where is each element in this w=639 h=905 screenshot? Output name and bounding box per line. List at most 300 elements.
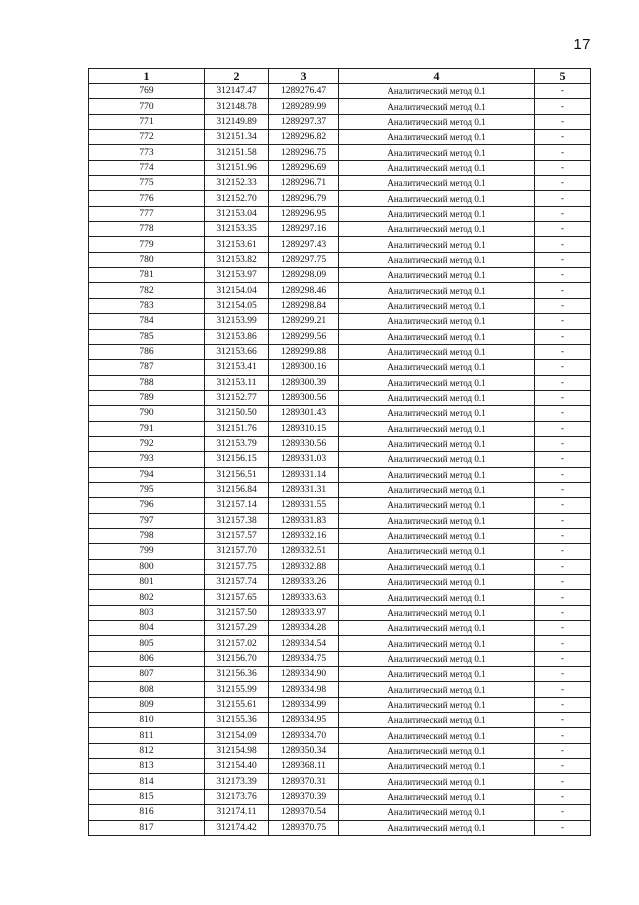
- point-number-cell: 801: [89, 575, 205, 590]
- method-cell: Аналитический метод 0.1: [339, 84, 535, 99]
- note-cell: -: [535, 636, 591, 651]
- x-coordinate-cell: 312154.05: [205, 298, 269, 313]
- method-cell: Аналитический метод 0.1: [339, 114, 535, 129]
- table-header-row: [89, 69, 591, 84]
- note-cell: -: [535, 283, 591, 298]
- x-coordinate-cell: 312152.70: [205, 191, 269, 206]
- note-cell: -: [535, 667, 591, 682]
- method-cell: Аналитический метод 0.1: [339, 682, 535, 697]
- y-coordinate-cell: 1289296.79: [269, 191, 339, 206]
- x-coordinate-cell: 312174.11: [205, 805, 269, 820]
- note-cell: -: [535, 482, 591, 497]
- y-coordinate-cell: 1289334.95: [269, 713, 339, 728]
- note-cell: -: [535, 252, 591, 267]
- y-coordinate-cell: 1289299.88: [269, 344, 339, 359]
- method-cell: Аналитический метод 0.1: [339, 360, 535, 375]
- y-coordinate-cell: 1289296.69: [269, 160, 339, 175]
- point-number-cell: 804: [89, 621, 205, 636]
- table-row: [89, 498, 591, 513]
- note-cell: -: [535, 789, 591, 804]
- note-cell: -: [535, 130, 591, 145]
- point-number-cell: 787: [89, 360, 205, 375]
- method-cell: Аналитический метод 0.1: [339, 528, 535, 543]
- table-row: [89, 728, 591, 743]
- note-cell: -: [535, 390, 591, 405]
- point-number-cell: 795: [89, 482, 205, 497]
- method-cell: Аналитический метод 0.1: [339, 667, 535, 682]
- point-number-cell: 774: [89, 160, 205, 175]
- note-cell: -: [535, 344, 591, 359]
- point-number-cell: 789: [89, 390, 205, 405]
- x-coordinate-cell: 312157.38: [205, 513, 269, 528]
- method-cell: Аналитический метод 0.1: [339, 636, 535, 651]
- method-cell: Аналитический метод 0.1: [339, 99, 535, 114]
- note-cell: -: [535, 605, 591, 620]
- method-cell: Аналитический метод 0.1: [339, 605, 535, 620]
- point-number-cell: 790: [89, 406, 205, 421]
- point-number-cell: 798: [89, 528, 205, 543]
- y-coordinate-cell: 1289296.95: [269, 206, 339, 221]
- table-row: [89, 820, 591, 835]
- x-coordinate-cell: 312153.04: [205, 206, 269, 221]
- x-coordinate-cell: 312151.96: [205, 160, 269, 175]
- x-coordinate-cell: 312149.89: [205, 114, 269, 129]
- method-cell: Аналитический метод 0.1: [339, 513, 535, 528]
- note-cell: -: [535, 176, 591, 191]
- x-coordinate-cell: 312153.61: [205, 237, 269, 252]
- note-cell: -: [535, 436, 591, 451]
- x-coordinate-cell: 312157.65: [205, 590, 269, 605]
- x-coordinate-cell: 312152.77: [205, 390, 269, 405]
- y-coordinate-cell: 1289334.90: [269, 667, 339, 682]
- y-coordinate-cell: 1289370.75: [269, 820, 339, 835]
- x-coordinate-cell: 312153.41: [205, 360, 269, 375]
- method-cell: Аналитический метод 0.1: [339, 145, 535, 160]
- point-number-cell: 810: [89, 713, 205, 728]
- y-coordinate-cell: 1289332.51: [269, 544, 339, 559]
- column-header: 1: [89, 69, 205, 84]
- point-number-cell: 777: [89, 206, 205, 221]
- y-coordinate-cell: 1289296.75: [269, 145, 339, 160]
- table-row: [89, 805, 591, 820]
- x-coordinate-cell: 312156.51: [205, 467, 269, 482]
- y-coordinate-cell: 1289300.16: [269, 360, 339, 375]
- x-coordinate-cell: 312157.50: [205, 605, 269, 620]
- table-row: [89, 682, 591, 697]
- y-coordinate-cell: 1289334.98: [269, 682, 339, 697]
- x-coordinate-cell: 312154.09: [205, 728, 269, 743]
- method-cell: Аналитический метод 0.1: [339, 774, 535, 789]
- point-number-cell: 803: [89, 605, 205, 620]
- table-row: [89, 452, 591, 467]
- y-coordinate-cell: 1289334.54: [269, 636, 339, 651]
- method-cell: Аналитический метод 0.1: [339, 298, 535, 313]
- table-row: [89, 467, 591, 482]
- y-coordinate-cell: 1289334.70: [269, 728, 339, 743]
- note-cell: -: [535, 713, 591, 728]
- note-cell: -: [535, 559, 591, 574]
- y-coordinate-cell: 1289297.16: [269, 222, 339, 237]
- table-row: [89, 636, 591, 651]
- note-cell: -: [535, 406, 591, 421]
- y-coordinate-cell: 1289296.71: [269, 176, 339, 191]
- point-number-cell: 802: [89, 590, 205, 605]
- note-cell: -: [535, 759, 591, 774]
- table-row: [89, 314, 591, 329]
- x-coordinate-cell: 312157.74: [205, 575, 269, 590]
- note-cell: -: [535, 268, 591, 283]
- point-number-cell: 792: [89, 436, 205, 451]
- point-number-cell: 775: [89, 176, 205, 191]
- method-cell: Аналитический метод 0.1: [339, 329, 535, 344]
- x-coordinate-cell: 312173.76: [205, 789, 269, 804]
- coordinates-table: [88, 68, 591, 836]
- table-row: [89, 667, 591, 682]
- x-coordinate-cell: 312153.66: [205, 344, 269, 359]
- note-cell: -: [535, 99, 591, 114]
- method-cell: Аналитический метод 0.1: [339, 820, 535, 835]
- table-row: [89, 528, 591, 543]
- x-coordinate-cell: 312153.82: [205, 252, 269, 267]
- table-row: [89, 268, 591, 283]
- method-cell: Аналитический метод 0.1: [339, 406, 535, 421]
- method-cell: Аналитический метод 0.1: [339, 590, 535, 605]
- point-number-cell: 776: [89, 191, 205, 206]
- table-row: [89, 191, 591, 206]
- x-coordinate-cell: 312154.40: [205, 759, 269, 774]
- x-coordinate-cell: 312151.58: [205, 145, 269, 160]
- x-coordinate-cell: 312153.99: [205, 314, 269, 329]
- point-number-cell: 773: [89, 145, 205, 160]
- table-row: [89, 513, 591, 528]
- method-cell: Аналитический метод 0.1: [339, 421, 535, 436]
- method-cell: Аналитический метод 0.1: [339, 559, 535, 574]
- point-number-cell: 780: [89, 252, 205, 267]
- table-row: [89, 621, 591, 636]
- method-cell: Аналитический метод 0.1: [339, 344, 535, 359]
- table-row: [89, 114, 591, 129]
- table-row: [89, 605, 591, 620]
- point-number-cell: 805: [89, 636, 205, 651]
- y-coordinate-cell: 1289334.28: [269, 621, 339, 636]
- table-row: [89, 160, 591, 175]
- note-cell: -: [535, 452, 591, 467]
- method-cell: Аналитический метод 0.1: [339, 390, 535, 405]
- x-coordinate-cell: 312173.39: [205, 774, 269, 789]
- method-cell: Аналитический метод 0.1: [339, 237, 535, 252]
- column-header: 4: [339, 69, 535, 84]
- note-cell: -: [535, 820, 591, 835]
- column-header: 5: [535, 69, 591, 84]
- x-coordinate-cell: 312157.57: [205, 528, 269, 543]
- note-cell: -: [535, 743, 591, 758]
- point-number-cell: 811: [89, 728, 205, 743]
- table-row: [89, 329, 591, 344]
- note-cell: -: [535, 191, 591, 206]
- table-row: [89, 774, 591, 789]
- y-coordinate-cell: 1289332.88: [269, 559, 339, 574]
- y-coordinate-cell: 1289370.31: [269, 774, 339, 789]
- point-number-cell: 781: [89, 268, 205, 283]
- point-number-cell: 786: [89, 344, 205, 359]
- point-number-cell: 793: [89, 452, 205, 467]
- y-coordinate-cell: 1289297.43: [269, 237, 339, 252]
- y-coordinate-cell: 1289334.99: [269, 697, 339, 712]
- table-row: [89, 759, 591, 774]
- note-cell: -: [535, 805, 591, 820]
- table-row: [89, 559, 591, 574]
- y-coordinate-cell: 1289368.11: [269, 759, 339, 774]
- point-number-cell: 772: [89, 130, 205, 145]
- point-number-cell: 778: [89, 222, 205, 237]
- x-coordinate-cell: 312156.84: [205, 482, 269, 497]
- y-coordinate-cell: 1289331.31: [269, 482, 339, 497]
- note-cell: -: [535, 298, 591, 313]
- x-coordinate-cell: 312151.34: [205, 130, 269, 145]
- table-row: [89, 298, 591, 313]
- y-coordinate-cell: 1289370.39: [269, 789, 339, 804]
- method-cell: Аналитический метод 0.1: [339, 467, 535, 482]
- y-coordinate-cell: 1289300.39: [269, 375, 339, 390]
- y-coordinate-cell: 1289296.82: [269, 130, 339, 145]
- point-number-cell: 796: [89, 498, 205, 513]
- method-cell: Аналитический метод 0.1: [339, 268, 535, 283]
- y-coordinate-cell: 1289298.46: [269, 283, 339, 298]
- x-coordinate-cell: 312155.99: [205, 682, 269, 697]
- table-row: [89, 743, 591, 758]
- x-coordinate-cell: 312174.42: [205, 820, 269, 835]
- point-number-cell: 797: [89, 513, 205, 528]
- column-header: 3: [269, 69, 339, 84]
- point-number-cell: 770: [89, 99, 205, 114]
- table-row: [89, 789, 591, 804]
- x-coordinate-cell: 312157.14: [205, 498, 269, 513]
- y-coordinate-cell: 1289333.97: [269, 605, 339, 620]
- table-row: [89, 99, 591, 114]
- y-coordinate-cell: 1289300.56: [269, 390, 339, 405]
- method-cell: Аналитический метод 0.1: [339, 713, 535, 728]
- table-row: [89, 344, 591, 359]
- point-number-cell: 814: [89, 774, 205, 789]
- note-cell: -: [535, 590, 591, 605]
- point-number-cell: 807: [89, 667, 205, 682]
- method-cell: Аналитический метод 0.1: [339, 621, 535, 636]
- point-number-cell: 806: [89, 651, 205, 666]
- table-row: [89, 544, 591, 559]
- x-coordinate-cell: 312150.50: [205, 406, 269, 421]
- point-number-cell: 782: [89, 283, 205, 298]
- method-cell: Аналитический метод 0.1: [339, 651, 535, 666]
- method-cell: Аналитический метод 0.1: [339, 252, 535, 267]
- y-coordinate-cell: 1289301.43: [269, 406, 339, 421]
- x-coordinate-cell: 312156.15: [205, 452, 269, 467]
- note-cell: -: [535, 697, 591, 712]
- y-coordinate-cell: 1289299.56: [269, 329, 339, 344]
- y-coordinate-cell: 1289310.15: [269, 421, 339, 436]
- method-cell: Аналитический метод 0.1: [339, 498, 535, 513]
- table-row: [89, 176, 591, 191]
- x-coordinate-cell: 312157.70: [205, 544, 269, 559]
- x-coordinate-cell: 312147.47: [205, 84, 269, 99]
- method-cell: Аналитический метод 0.1: [339, 743, 535, 758]
- note-cell: -: [535, 467, 591, 482]
- x-coordinate-cell: 312155.61: [205, 697, 269, 712]
- note-cell: -: [535, 621, 591, 636]
- y-coordinate-cell: 1289298.84: [269, 298, 339, 313]
- table-row: [89, 252, 591, 267]
- method-cell: Аналитический метод 0.1: [339, 544, 535, 559]
- table-row: [89, 421, 591, 436]
- x-coordinate-cell: 312151.76: [205, 421, 269, 436]
- x-coordinate-cell: 312153.35: [205, 222, 269, 237]
- x-coordinate-cell: 312156.36: [205, 667, 269, 682]
- point-number-cell: 816: [89, 805, 205, 820]
- table-row: [89, 130, 591, 145]
- x-coordinate-cell: 312148.78: [205, 99, 269, 114]
- x-coordinate-cell: 312157.29: [205, 621, 269, 636]
- table-row: [89, 436, 591, 451]
- note-cell: -: [535, 421, 591, 436]
- x-coordinate-cell: 312152.33: [205, 176, 269, 191]
- method-cell: Аналитический метод 0.1: [339, 759, 535, 774]
- y-coordinate-cell: 1289334.75: [269, 651, 339, 666]
- x-coordinate-cell: 312154.04: [205, 283, 269, 298]
- point-number-cell: 800: [89, 559, 205, 574]
- y-coordinate-cell: 1289333.63: [269, 590, 339, 605]
- table-body: [89, 84, 591, 836]
- y-coordinate-cell: 1289350.34: [269, 743, 339, 758]
- method-cell: Аналитический метод 0.1: [339, 375, 535, 390]
- note-cell: -: [535, 329, 591, 344]
- note-cell: -: [535, 237, 591, 252]
- method-cell: Аналитический метод 0.1: [339, 222, 535, 237]
- method-cell: Аналитический метод 0.1: [339, 130, 535, 145]
- method-cell: Аналитический метод 0.1: [339, 176, 535, 191]
- x-coordinate-cell: 312157.75: [205, 559, 269, 574]
- table-row: [89, 375, 591, 390]
- method-cell: Аналитический метод 0.1: [339, 789, 535, 804]
- method-cell: Аналитический метод 0.1: [339, 805, 535, 820]
- table-row: [89, 145, 591, 160]
- note-cell: -: [535, 682, 591, 697]
- y-coordinate-cell: 1289331.55: [269, 498, 339, 513]
- method-cell: Аналитический метод 0.1: [339, 191, 535, 206]
- note-cell: -: [535, 651, 591, 666]
- table-row: [89, 482, 591, 497]
- y-coordinate-cell: 1289331.03: [269, 452, 339, 467]
- table-row: [89, 390, 591, 405]
- column-header: 2: [205, 69, 269, 84]
- y-coordinate-cell: 1289298.09: [269, 268, 339, 283]
- x-coordinate-cell: 312153.11: [205, 375, 269, 390]
- point-number-cell: 817: [89, 820, 205, 835]
- point-number-cell: 794: [89, 467, 205, 482]
- note-cell: -: [535, 528, 591, 543]
- method-cell: Аналитический метод 0.1: [339, 206, 535, 221]
- note-cell: -: [535, 360, 591, 375]
- y-coordinate-cell: 1289332.16: [269, 528, 339, 543]
- x-coordinate-cell: 312157.02: [205, 636, 269, 651]
- x-coordinate-cell: 312154.98: [205, 743, 269, 758]
- method-cell: Аналитический метод 0.1: [339, 283, 535, 298]
- point-number-cell: 783: [89, 298, 205, 313]
- x-coordinate-cell: 312153.79: [205, 436, 269, 451]
- method-cell: Аналитический метод 0.1: [339, 482, 535, 497]
- note-cell: -: [535, 206, 591, 221]
- point-number-cell: 799: [89, 544, 205, 559]
- point-number-cell: 809: [89, 697, 205, 712]
- note-cell: -: [535, 498, 591, 513]
- x-coordinate-cell: 312153.97: [205, 268, 269, 283]
- point-number-cell: 779: [89, 237, 205, 252]
- method-cell: Аналитический метод 0.1: [339, 728, 535, 743]
- table-row: [89, 84, 591, 99]
- point-number-cell: 785: [89, 329, 205, 344]
- note-cell: -: [535, 375, 591, 390]
- y-coordinate-cell: 1289331.83: [269, 513, 339, 528]
- table-row: [89, 697, 591, 712]
- method-cell: Аналитический метод 0.1: [339, 160, 535, 175]
- y-coordinate-cell: 1289297.75: [269, 252, 339, 267]
- table-row: [89, 222, 591, 237]
- y-coordinate-cell: 1289297.37: [269, 114, 339, 129]
- table-row: [89, 237, 591, 252]
- y-coordinate-cell: 1289370.54: [269, 805, 339, 820]
- page-number: 17: [573, 36, 591, 53]
- x-coordinate-cell: 312156.70: [205, 651, 269, 666]
- x-coordinate-cell: 312153.86: [205, 329, 269, 344]
- method-cell: Аналитический метод 0.1: [339, 697, 535, 712]
- y-coordinate-cell: 1289331.14: [269, 467, 339, 482]
- note-cell: -: [535, 145, 591, 160]
- table-row: [89, 360, 591, 375]
- note-cell: -: [535, 222, 591, 237]
- table-row: [89, 651, 591, 666]
- table-row: [89, 206, 591, 221]
- method-cell: Аналитический метод 0.1: [339, 436, 535, 451]
- note-cell: -: [535, 575, 591, 590]
- table-row: [89, 590, 591, 605]
- note-cell: -: [535, 544, 591, 559]
- note-cell: -: [535, 160, 591, 175]
- method-cell: Аналитический метод 0.1: [339, 575, 535, 590]
- point-number-cell: 815: [89, 789, 205, 804]
- point-number-cell: 808: [89, 682, 205, 697]
- note-cell: -: [535, 774, 591, 789]
- point-number-cell: 791: [89, 421, 205, 436]
- x-coordinate-cell: 312155.36: [205, 713, 269, 728]
- note-cell: -: [535, 728, 591, 743]
- table-row: [89, 283, 591, 298]
- y-coordinate-cell: 1289299.21: [269, 314, 339, 329]
- table-row: [89, 406, 591, 421]
- point-number-cell: 771: [89, 114, 205, 129]
- point-number-cell: 769: [89, 84, 205, 99]
- note-cell: -: [535, 84, 591, 99]
- method-cell: Аналитический метод 0.1: [339, 314, 535, 329]
- point-number-cell: 788: [89, 375, 205, 390]
- table-row: [89, 713, 591, 728]
- note-cell: -: [535, 114, 591, 129]
- table-row: [89, 575, 591, 590]
- point-number-cell: 784: [89, 314, 205, 329]
- y-coordinate-cell: 1289276.47: [269, 84, 339, 99]
- point-number-cell: 812: [89, 743, 205, 758]
- method-cell: Аналитический метод 0.1: [339, 452, 535, 467]
- y-coordinate-cell: 1289333.26: [269, 575, 339, 590]
- note-cell: -: [535, 314, 591, 329]
- y-coordinate-cell: 1289330.56: [269, 436, 339, 451]
